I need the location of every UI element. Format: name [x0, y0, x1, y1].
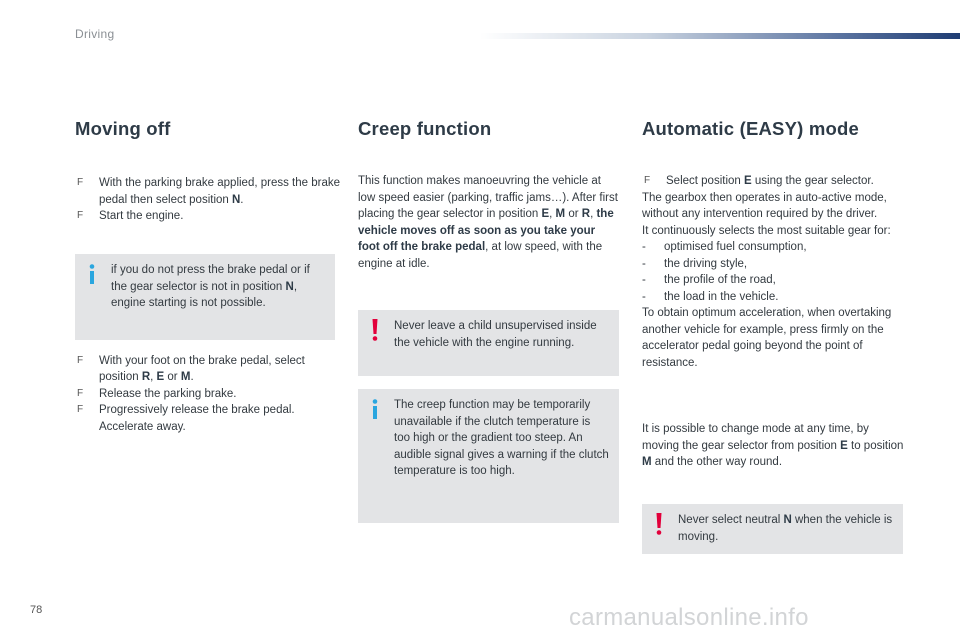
automatic-mode-para-1: The gearbox then operates in auto-active mode, without any intervention required by the driver. [642, 191, 887, 220]
list-item: F With your foot on the brake pedal, select position R, E or M. [77, 354, 305, 383]
list-item: F With the parking brake applied, press the brake pedal then select position N. [77, 177, 340, 206]
header-gradient-bar [480, 33, 960, 39]
watermark: carmanualsonline.info [569, 604, 809, 631]
list-item: - optimised fuel consumption, [642, 239, 904, 256]
list-item: F Release the parking brake. [75, 386, 340, 403]
automatic-mode-warning-note: Never select neutral N when the vehicle is moving. [642, 504, 903, 554]
dash-icon: - [642, 257, 646, 270]
list-item: F Start the engine. [75, 208, 340, 225]
list-item: - the load in the vehicle. [642, 289, 904, 306]
moving-off-info-note: if you do not press the brake pedal or if the gear selector is not in position N, engine starting is not possible. [75, 254, 335, 340]
creep-info-note: The creep function may be temporarily unavailable if the clutch temperature is too high or the gradient too steep. An audible signal gives a warning if the clutch temperature is too high. [358, 389, 619, 523]
creep-function-title: Creep function [358, 118, 492, 139]
bullet-icon: F [77, 404, 84, 415]
automatic-mode-para-2: It continuously selects the most suitable gear for: [642, 224, 891, 237]
automatic-mode-para-4: It is possible to change mode at any time, by moving the gear selector from position E to position M and the other way round. [642, 423, 904, 468]
creep-function-column [358, 118, 618, 272]
bullet-icon: F [77, 354, 84, 366]
list-item: F Progressively release the brake pedal. Accelerate away. [77, 404, 295, 433]
info-icon [371, 399, 379, 419]
bullet-icon: F [77, 387, 84, 399]
creep-function-paragraph: This function makes manoeuvring the vehicle at low speed easier (parking, traffic jams…). After first placing the gear selector in position E, M or R, the vehicle moves off as soon as you take your foot off the brake pedal, at low speed, with the engine at idle. [358, 175, 618, 270]
automatic-mode-step [642, 173, 904, 190]
section-header: Driving [75, 27, 115, 41]
creep-warning-note: Never leave a child unsupervised inside the vehicle with the engine running. [358, 310, 619, 376]
automatic-mode-criteria-list [642, 239, 904, 305]
dash-icon: - [642, 241, 646, 253]
list-item: - the profile of the road, [642, 272, 904, 289]
automatic-mode-column [642, 118, 904, 471]
bullet-icon: F [644, 175, 651, 186]
info-icon [88, 264, 96, 284]
automatic-mode-para-3: To obtain optimum acceleration, when overtaking another vehicle for example, press firmly on the accelerator pedal going beyond the point of resistance. [642, 307, 892, 369]
moving-off-steps-1 [75, 175, 340, 225]
dash-icon: - [642, 274, 646, 286]
automatic-mode-title: Automatic (EASY) mode [642, 118, 859, 139]
page-number: 78 [30, 604, 43, 616]
list-item: F Select position E using the gear selector. [642, 173, 904, 190]
bullet-icon: F [77, 177, 84, 188]
moving-off-title: Moving off [75, 118, 171, 139]
warning-icon [371, 319, 379, 341]
dash-icon: - [642, 290, 646, 303]
bullet-icon: F [77, 210, 84, 221]
list-item: - the driving style, [642, 256, 904, 273]
moving-off-steps-2 [75, 353, 340, 436]
warning-icon [655, 513, 663, 535]
